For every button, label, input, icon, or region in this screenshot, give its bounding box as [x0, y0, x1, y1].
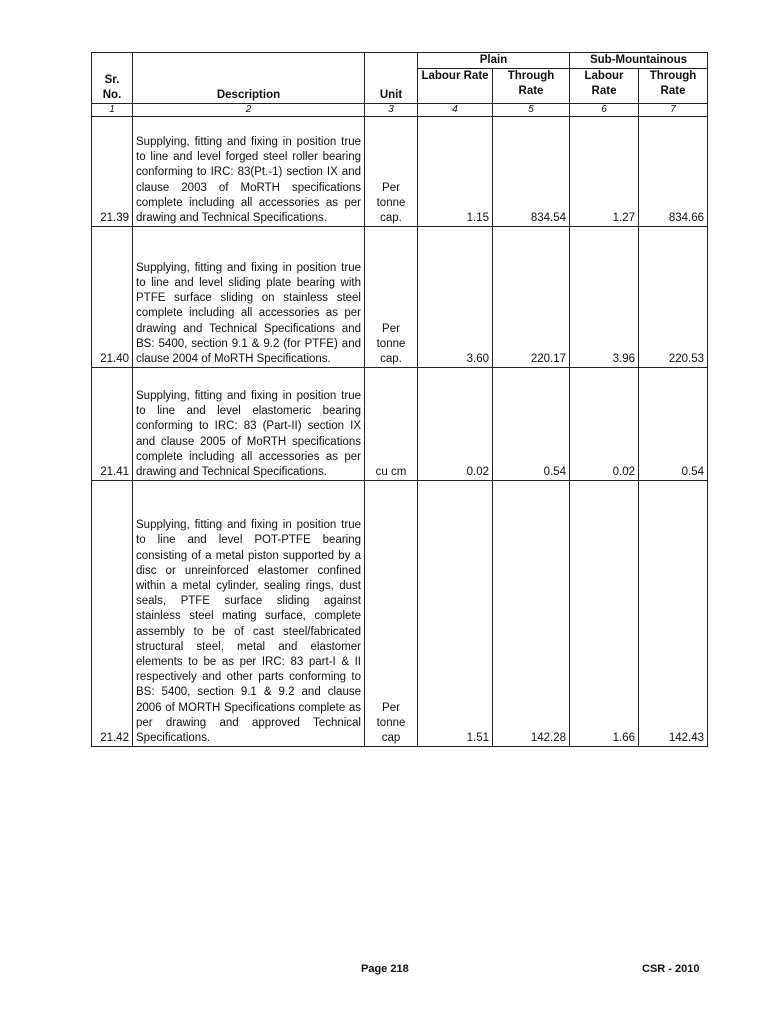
plain-through-rate: 0.54	[493, 368, 570, 481]
rates-table	[91, 52, 708, 747]
column-number: 5	[493, 104, 570, 117]
header-sub-labour-rate: Labour Rate	[570, 69, 639, 104]
table-row	[92, 481, 708, 747]
item-unit: Per tonne cap.	[365, 117, 418, 227]
plain-labour-rate: 1.51	[418, 481, 493, 747]
sr-number: 21.39	[92, 117, 133, 227]
item-unit: Per tonne cap	[365, 481, 418, 747]
plain-labour-rate: 3.60	[418, 227, 493, 368]
table-row	[92, 227, 708, 368]
item-description: Supplying, fitting and fixing in position true to line and level sliding plate bearing with PTFE surface sliding on stainless steel complete including all accessories as per drawing and Technical Specifications and BS: 5400, section 9.1 & 9.2 (for PTFE) and clause 2004 of MoRTH Specifications.	[133, 227, 365, 368]
table-row	[92, 368, 708, 481]
sub-labour-rate: 1.66	[570, 481, 639, 747]
header-sub-through-rate: Through Rate	[639, 69, 708, 104]
plain-labour-rate: 1.15	[418, 117, 493, 227]
plain-through-rate: 142.28	[493, 481, 570, 747]
document-code: CSR - 2010	[642, 963, 700, 975]
column-number: 3	[365, 104, 418, 117]
sub-through-rate: 0.54	[639, 368, 708, 481]
header-plain: Plain	[418, 53, 570, 69]
page-number: Page 218	[361, 963, 409, 975]
header-sr-no: Sr. No.	[92, 53, 133, 104]
item-description: Supplying, fitting and fixing in position true to line and level elastomeric bearing conforming to IRC: 83 (Part-II) section IX and clause 2005 of MoRTH specifications complete including all accessories as per drawing and Technical Specifications.	[133, 368, 365, 481]
sr-number: 21.40	[92, 227, 133, 368]
sub-through-rate: 834.66	[639, 117, 708, 227]
column-number-row	[92, 104, 708, 117]
table-row	[92, 117, 708, 227]
column-number: 1	[92, 104, 133, 117]
sr-number: 21.41	[92, 368, 133, 481]
item-description: Supplying, fitting and fixing in position true to line and level POT-PTFE bearing consisting of a metal piston supported by a disc or unreinforced elastomer confined within a metal cylinder, sealing rings, dust seals, PTFE surface sliding against stainless steel mating surface, complete assembly to be of cast steel/fabricated structural steel, metal and elastomer elements to be as per IRC: 83 part-I & II respectively and other parts conforming to BS: 5400, section 9.1 & 9.2 and clause 2006 of MORTH Specifications complete as per drawing and approved Technical Specifications.	[133, 481, 365, 747]
header-sub-mountainous: Sub-Mountainous	[570, 53, 708, 69]
item-unit: Per tonne cap.	[365, 227, 418, 368]
sub-labour-rate: 0.02	[570, 368, 639, 481]
item-unit: cu cm	[365, 368, 418, 481]
plain-labour-rate: 0.02	[418, 368, 493, 481]
sub-through-rate: 220.53	[639, 227, 708, 368]
column-number: 2	[133, 104, 365, 117]
header-plain-labour-rate: Labour Rate	[418, 69, 493, 104]
column-number: 4	[418, 104, 493, 117]
item-description: Supplying, fitting and fixing in position true to line and level forged steel roller bearing conforming to IRC: 83(Pt.-1) section IX and clause 2003 of MoRTH specifications complete including all accessories as per drawing and Technical Specifications.	[133, 117, 365, 227]
header-description: Description	[133, 53, 365, 104]
sub-through-rate: 142.43	[639, 481, 708, 747]
column-number: 7	[639, 104, 708, 117]
header-plain-through-rate: Through Rate	[493, 69, 570, 104]
sub-labour-rate: 1.27	[570, 117, 639, 227]
header-unit: Unit	[365, 53, 418, 104]
plain-through-rate: 834.54	[493, 117, 570, 227]
column-number: 6	[570, 104, 639, 117]
sr-number: 21.42	[92, 481, 133, 747]
sub-labour-rate: 3.96	[570, 227, 639, 368]
plain-through-rate: 220.17	[493, 227, 570, 368]
